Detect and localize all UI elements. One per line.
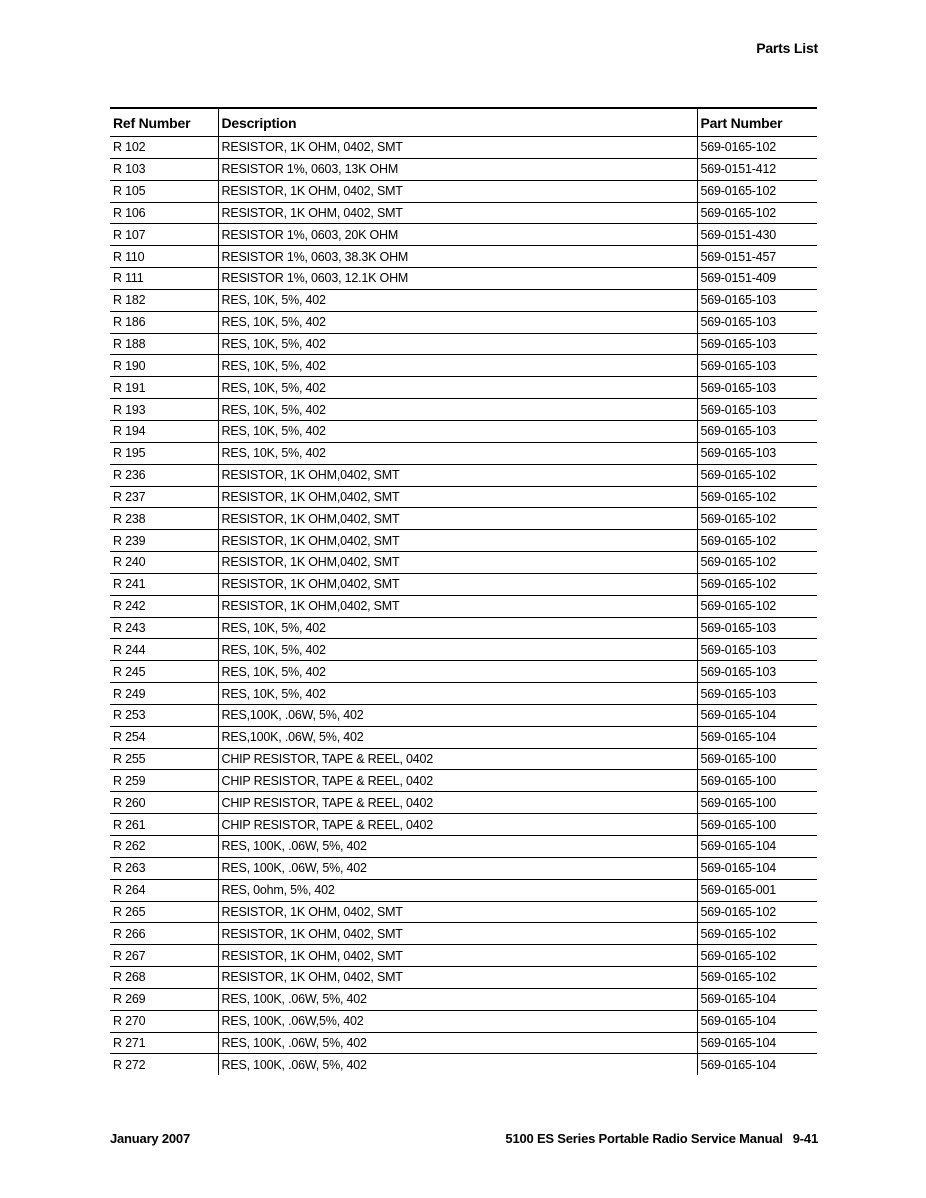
table-row — [110, 268, 817, 290]
ref-number-cell: R 254 — [110, 726, 218, 748]
part-number-cell: 569-0165-103 — [697, 399, 817, 421]
ref-number-cell: R 272 — [113, 1057, 146, 1072]
ref-number-cell: R 241 — [110, 573, 218, 595]
ref-number-cell: R 188 — [110, 333, 218, 355]
part-number-cell: 569-0165-102 — [697, 464, 817, 486]
footer-page-number: 9-41 — [792, 1131, 818, 1146]
table-row — [110, 552, 817, 574]
description-cell: RESISTOR, 1K OHM, 0402, SMT — [218, 923, 697, 945]
description-cell: RES, 10K, 5%, 402 — [218, 442, 697, 464]
table-row — [110, 1054, 817, 1075]
footer-manual-title: 5100 ES Series Portable Radio Service Manual — [505, 1131, 783, 1146]
ref-number-cell: R 107 — [110, 224, 218, 246]
part-number-cell: 569-0165-102 — [697, 573, 817, 595]
part-number-cell: 569-0165-104 — [697, 1054, 817, 1075]
description-cell: RES, 10K, 5%, 402 — [218, 377, 697, 399]
part-number-cell: 569-0165-102 — [697, 595, 817, 617]
table-row — [110, 158, 817, 180]
part-number-cell: 569-0165-103 — [697, 420, 817, 442]
part-number-cell: 569-0165-102 — [697, 180, 817, 202]
table-row — [110, 573, 817, 595]
part-number-cell: 569-0165-104 — [697, 857, 817, 879]
column-header-ref-number: Ref Number — [110, 108, 218, 137]
table-row — [110, 377, 817, 399]
table-header-row — [110, 108, 817, 137]
description-cell: RESISTOR, 1K OHM, 0402, SMT — [218, 967, 697, 989]
description-cell: CHIP RESISTOR, TAPE & REEL, 0402 — [218, 770, 697, 792]
part-number-cell: 569-0151-412 — [697, 158, 817, 180]
table-row — [110, 202, 817, 224]
part-number-cell: 569-0151-409 — [697, 268, 817, 290]
table-row — [110, 967, 817, 989]
description-cell: RES, 100K, .06W,5%, 402 — [218, 1010, 697, 1032]
part-number-cell: 569-0165-102 — [697, 552, 817, 574]
column-header-description: Description — [218, 108, 697, 137]
ref-number-cell: R 236 — [110, 464, 218, 486]
ref-number-cell: R 186 — [110, 311, 218, 333]
description-cell: CHIP RESISTOR, TAPE & REEL, 0402 — [218, 748, 697, 770]
description-cell: RES, 10K, 5%, 402 — [218, 617, 697, 639]
description-cell: CHIP RESISTOR, TAPE & REEL, 0402 — [218, 792, 697, 814]
description-cell: RESISTOR 1%, 0603, 12.1K OHM — [218, 268, 697, 290]
ref-number-cell: R 182 — [110, 289, 218, 311]
ref-number-cell: R 265 — [110, 901, 218, 923]
table-row — [110, 617, 817, 639]
table-row — [110, 726, 817, 748]
description-cell: RES,100K, .06W, 5%, 402 — [218, 704, 697, 726]
ref-number-cell: R 244 — [110, 639, 218, 661]
table-row — [110, 901, 817, 923]
table-row — [110, 137, 817, 159]
ref-number-cell: R 264 — [110, 879, 218, 901]
description-cell: RESISTOR, 1K OHM,0402, SMT — [218, 595, 697, 617]
description-cell: RES, 10K, 5%, 402 — [218, 355, 697, 377]
ref-number-cell: R 245 — [110, 661, 218, 683]
part-number-cell: 569-0165-102 — [697, 901, 817, 923]
ref-number-cell: R 102 — [110, 137, 218, 159]
part-number-cell: 569-0165-001 — [697, 879, 817, 901]
footer-manual-info — [505, 1131, 818, 1146]
description-cell: RES, 10K, 5%, 402 — [218, 420, 697, 442]
table-row — [110, 464, 817, 486]
table-row — [110, 486, 817, 508]
description-cell: RESISTOR, 1K OHM,0402, SMT — [218, 530, 697, 552]
description-cell: RESISTOR, 1K OHM, 0402, SMT — [218, 945, 697, 967]
description-cell: RESISTOR, 1K OHM,0402, SMT — [218, 573, 697, 595]
part-number-cell: 569-0165-102 — [697, 967, 817, 989]
part-number-cell: 569-0165-100 — [697, 748, 817, 770]
part-number-cell: 569-0165-103 — [697, 311, 817, 333]
description-cell: CHIP RESISTOR, TAPE & REEL, 0402 — [218, 814, 697, 836]
description-cell: RES, 100K, .06W, 5%, 402 — [218, 1032, 697, 1054]
table-row — [110, 770, 817, 792]
table-row — [110, 836, 817, 858]
ref-number-cell: R 111 — [110, 268, 218, 290]
ref-number-cell: R 242 — [110, 595, 218, 617]
part-number-cell: 569-0165-102 — [697, 945, 817, 967]
table-row — [110, 661, 817, 683]
ref-number-cell: R 193 — [110, 399, 218, 421]
part-number-cell: 569-0151-457 — [697, 246, 817, 268]
description-cell: RES, 10K, 5%, 402 — [218, 333, 697, 355]
description-cell: RESISTOR, 1K OHM, 0402, SMT — [218, 137, 697, 159]
table-row — [110, 1010, 817, 1032]
ref-number-cell: R 271 — [110, 1032, 218, 1054]
description-cell: RES, 10K, 5%, 402 — [218, 289, 697, 311]
table-row — [110, 923, 817, 945]
table-row — [110, 224, 817, 246]
description-cell: RES, 10K, 5%, 402 — [218, 639, 697, 661]
description-cell: RES, 0ohm, 5%, 402 — [218, 879, 697, 901]
part-number-cell: 569-0151-430 — [697, 224, 817, 246]
table-row — [110, 355, 817, 377]
ref-number-cell: R 240 — [110, 552, 218, 574]
table-row — [110, 704, 817, 726]
ref-number-cell: R 249 — [110, 683, 218, 705]
table-row — [110, 508, 817, 530]
part-number-cell: 569-0165-100 — [697, 814, 817, 836]
parts-table-body — [110, 137, 817, 1076]
description-cell: RES, 10K, 5%, 402 — [218, 661, 697, 683]
table-row — [110, 180, 817, 202]
ref-number-cell: R 255 — [110, 748, 218, 770]
table-row — [110, 988, 817, 1010]
description-cell: RES, 100K, .06W, 5%, 402 — [218, 988, 697, 1010]
description-cell: RESISTOR, 1K OHM,0402, SMT — [218, 552, 697, 574]
ref-number-cell: R 266 — [110, 923, 218, 945]
part-number-cell: 569-0165-103 — [697, 377, 817, 399]
ref-number-cell: R 238 — [110, 508, 218, 530]
part-number-cell: 569-0165-102 — [697, 486, 817, 508]
part-number-cell: 569-0165-104 — [697, 726, 817, 748]
part-number-cell: 569-0165-102 — [697, 923, 817, 945]
part-number-cell: 569-0165-104 — [697, 836, 817, 858]
part-number-cell: 569-0165-102 — [697, 137, 817, 159]
ref-number-cell: R 105 — [110, 180, 218, 202]
description-cell: RES, 10K, 5%, 402 — [218, 399, 697, 421]
part-number-cell: 569-0165-103 — [697, 661, 817, 683]
ref-number-cell: R 270 — [110, 1010, 218, 1032]
table-row — [110, 639, 817, 661]
column-header-part-number: Part Number — [697, 108, 817, 137]
table-row — [110, 442, 817, 464]
description-cell: RES, 100K, .06W, 5%, 402 — [218, 836, 697, 858]
ref-number-cell: R 262 — [110, 836, 218, 858]
part-number-cell: 569-0165-100 — [697, 792, 817, 814]
table-row — [110, 879, 817, 901]
description-cell: RESISTOR, 1K OHM, 0402, SMT — [218, 901, 697, 923]
description-cell: RES,100K, .06W, 5%, 402 — [218, 726, 697, 748]
part-number-cell: 569-0165-102 — [697, 508, 817, 530]
description-cell: RES, 100K, .06W, 5%, 402 — [218, 857, 697, 879]
ref-number-cell: R 191 — [110, 377, 218, 399]
part-number-cell: 569-0165-103 — [697, 289, 817, 311]
table-row — [110, 683, 817, 705]
part-number-cell: 569-0165-103 — [697, 617, 817, 639]
table-row — [110, 333, 817, 355]
table-row — [110, 945, 817, 967]
ref-number-cell: R 268 — [110, 967, 218, 989]
ref-number-cell: R 263 — [110, 857, 218, 879]
table-row — [110, 814, 817, 836]
ref-number-cell: R 253 — [110, 704, 218, 726]
description-cell: RESISTOR, 1K OHM,0402, SMT — [218, 486, 697, 508]
description-cell: RESISTOR 1%, 0603, 38.3K OHM — [218, 246, 697, 268]
ref-number-cell: R 194 — [110, 420, 218, 442]
table-row — [110, 748, 817, 770]
part-number-cell: 569-0165-103 — [697, 355, 817, 377]
ref-number-cell: R 190 — [110, 355, 218, 377]
table-row — [110, 420, 817, 442]
description-cell: RESISTOR, 1K OHM,0402, SMT — [218, 464, 697, 486]
ref-number-cell: R 195 — [110, 442, 218, 464]
table-row — [110, 530, 817, 552]
part-number-cell: 569-0165-103 — [697, 333, 817, 355]
part-number-cell: 569-0165-104 — [697, 1032, 817, 1054]
part-number-cell: 569-0165-104 — [697, 1010, 817, 1032]
description-cell: RESISTOR, 1K OHM,0402, SMT — [218, 508, 697, 530]
ref-number-cell: R 237 — [110, 486, 218, 508]
ref-number-cell: R 260 — [110, 792, 218, 814]
ref-number-cell: R 106 — [110, 202, 218, 224]
part-number-cell: 569-0165-103 — [697, 639, 817, 661]
description-cell: RES, 100K, .06W, 5%, 402 — [218, 1054, 697, 1075]
ref-number-cell: R 110 — [110, 246, 218, 268]
table-row — [110, 289, 817, 311]
description-cell: RESISTOR, 1K OHM, 0402, SMT — [218, 202, 697, 224]
table-row — [110, 595, 817, 617]
part-number-cell: 569-0165-102 — [697, 530, 817, 552]
ref-number-cell: R 267 — [110, 945, 218, 967]
description-cell: RES, 10K, 5%, 402 — [218, 683, 697, 705]
part-number-cell: 569-0165-102 — [697, 202, 817, 224]
ref-number-cell: R 259 — [110, 770, 218, 792]
parts-table — [110, 107, 817, 1075]
ref-number-cell: R 103 — [110, 158, 218, 180]
table-row — [110, 399, 817, 421]
ref-number-cell: R 261 — [110, 814, 218, 836]
description-cell: RESISTOR 1%, 0603, 13K OHM — [218, 158, 697, 180]
table-row — [110, 311, 817, 333]
table-row — [110, 857, 817, 879]
part-number-cell: 569-0165-104 — [697, 704, 817, 726]
part-number-cell: 569-0165-103 — [697, 683, 817, 705]
footer-date: January 2007 — [110, 1131, 190, 1146]
table-row — [110, 792, 817, 814]
part-number-cell: 569-0165-103 — [697, 442, 817, 464]
description-cell: RESISTOR 1%, 0603, 20K OHM — [218, 224, 697, 246]
part-number-cell: 569-0165-100 — [697, 770, 817, 792]
ref-number-cell: R 243 — [110, 617, 218, 639]
section-title: Parts List — [756, 40, 818, 56]
table-row — [110, 1032, 817, 1054]
ref-number-cell: R 239 — [110, 530, 218, 552]
description-cell: RESISTOR, 1K OHM, 0402, SMT — [218, 180, 697, 202]
description-cell: RES, 10K, 5%, 402 — [218, 311, 697, 333]
table-row — [110, 246, 817, 268]
ref-number-cell: R 269 — [110, 988, 218, 1010]
part-number-cell: 569-0165-104 — [697, 988, 817, 1010]
